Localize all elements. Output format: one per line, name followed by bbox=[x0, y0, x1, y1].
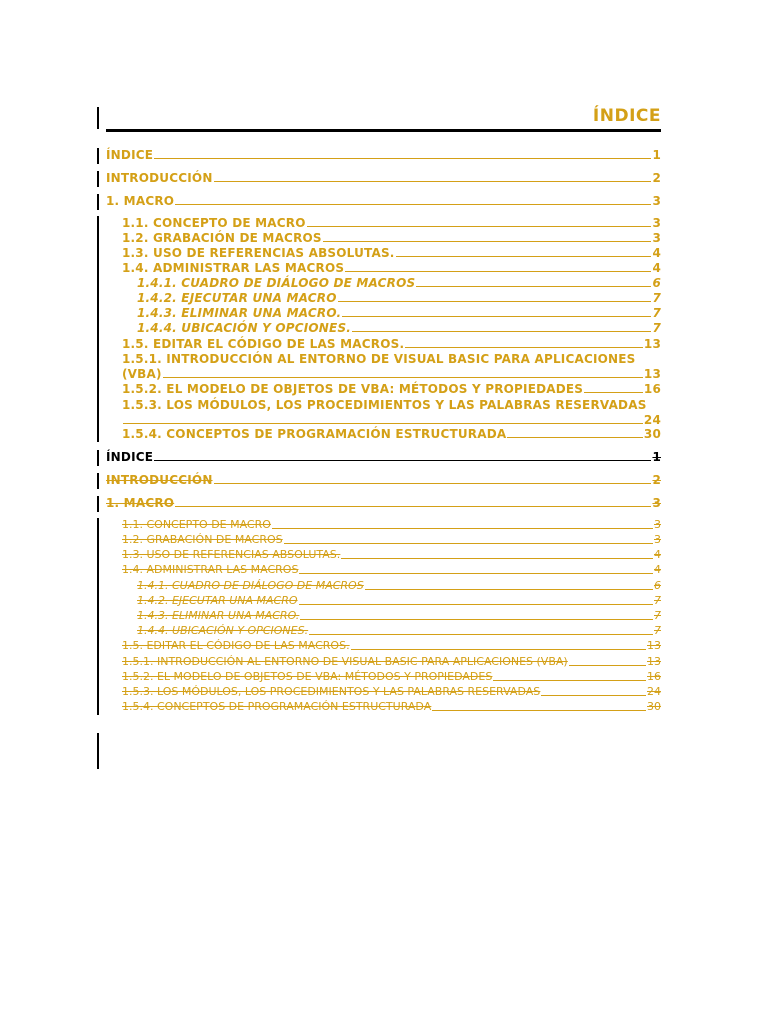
toc-leader-line bbox=[507, 437, 643, 438]
toc-page-number: 16 bbox=[647, 670, 661, 683]
toc-leader-line bbox=[284, 543, 653, 544]
toc-leader-line bbox=[299, 573, 653, 574]
toc-entry[interactable] bbox=[122, 246, 661, 260]
toc-page-number: 16 bbox=[643, 382, 661, 396]
toc-entry-label: 1.4. ADMINISTRAR LAS MACROS bbox=[122, 563, 299, 576]
toc-leader-line bbox=[309, 634, 653, 635]
toc-entry-label: 1.4.3. ELIMINAR UNA MACRO. bbox=[137, 306, 342, 320]
toc-entry[interactable] bbox=[122, 231, 661, 245]
toc-leader-line bbox=[416, 286, 651, 287]
toc-leader-line bbox=[569, 665, 646, 666]
toc-leader-line bbox=[163, 377, 643, 378]
page-title: ÍNDICE bbox=[592, 106, 661, 126]
toc-page-number: 7 bbox=[654, 624, 661, 637]
toc-entry-label: ÍNDICE bbox=[106, 450, 154, 464]
change-bar bbox=[97, 107, 99, 129]
toc-page-number: 13 bbox=[643, 337, 661, 351]
toc-page-number: 7 bbox=[652, 306, 661, 320]
toc-page-number: 24 bbox=[643, 413, 661, 427]
toc-leader-line bbox=[175, 506, 651, 507]
title-rule bbox=[106, 129, 661, 132]
toc-page-number: 30 bbox=[647, 700, 661, 713]
change-bar bbox=[97, 496, 99, 512]
toc-entry-label: 1. MACRO bbox=[106, 194, 175, 208]
toc-entry[interactable] bbox=[122, 700, 661, 714]
toc-entry-label: 1.3. USO DE REFERENCIAS ABSOLUTAS. bbox=[122, 246, 395, 260]
toc-leader-line bbox=[584, 392, 643, 393]
toc-entry[interactable] bbox=[122, 639, 661, 653]
toc-page-number: 7 bbox=[654, 609, 661, 622]
toc-leader-line bbox=[432, 710, 646, 711]
toc-leader-line bbox=[345, 271, 651, 272]
toc-entry-label: 1.5.3. LOS MÓDULOS, LOS PROCEDIMIENTOS Y LAS PALABRAS RESERVADAS bbox=[122, 398, 647, 412]
toc-leader-line bbox=[214, 181, 652, 182]
toc-leader-line bbox=[365, 589, 653, 590]
toc-entry[interactable] bbox=[106, 450, 661, 464]
toc-leader-line bbox=[351, 649, 646, 650]
toc-entry-label: 1. MACRO bbox=[106, 496, 175, 510]
toc-entry[interactable] bbox=[122, 261, 661, 275]
toc-entry-label: 1.5.4. CONCEPTOS DE PROGRAMACIÓN ESTRUCTURADA bbox=[122, 700, 432, 713]
toc-page-number: 3 bbox=[652, 231, 661, 245]
toc-entry[interactable] bbox=[122, 533, 661, 547]
toc-entry[interactable] bbox=[122, 548, 661, 562]
toc-entry-label: 1.5. EDITAR EL CÓDIGO DE LAS MACROS. bbox=[122, 639, 350, 652]
toc-entry-label: 1.5.1. INTRODUCCIÓN AL ENTORNO DE VISUAL BASIC PARA APLICACIONES bbox=[122, 352, 636, 366]
toc-leader-line bbox=[123, 423, 643, 424]
toc-page-number: 7 bbox=[652, 321, 661, 335]
toc-leader-line bbox=[299, 604, 653, 605]
toc-page-number: 3 bbox=[654, 533, 661, 546]
toc-page-number: 4 bbox=[652, 261, 661, 275]
toc-entry-label: 1.4.1. CUADRO DE DIÁLOGO DE MACROS bbox=[137, 276, 416, 290]
toc-page-number: 13 bbox=[647, 655, 661, 668]
toc-entry-label: 1.4.4. UBICACIÓN Y OPCIONES. bbox=[137, 321, 352, 335]
toc-entry-label: 1.1. CONCEPTO DE MACRO bbox=[122, 518, 271, 531]
toc-entry-label: 1.3. USO DE REFERENCIAS ABSOLUTAS. bbox=[122, 548, 341, 561]
change-bar bbox=[97, 518, 99, 715]
toc-leader-line bbox=[352, 331, 651, 332]
toc-entry[interactable] bbox=[122, 413, 661, 427]
toc-leader-line bbox=[154, 460, 651, 461]
toc-entry-label: 1.1. CONCEPTO DE MACRO bbox=[122, 216, 306, 230]
toc-entry[interactable] bbox=[137, 276, 661, 290]
toc-page-number: 3 bbox=[652, 194, 661, 208]
toc-entry[interactable] bbox=[106, 171, 661, 185]
change-bar bbox=[97, 194, 99, 210]
toc-entry[interactable] bbox=[122, 427, 661, 441]
change-bar bbox=[97, 450, 99, 466]
toc-leader-line bbox=[338, 301, 652, 302]
change-bar bbox=[97, 148, 99, 164]
toc-page-number: 6 bbox=[654, 579, 661, 592]
change-bar bbox=[97, 473, 99, 489]
toc-entry[interactable] bbox=[137, 609, 661, 623]
toc-entry-label: INTRODUCCIÓN bbox=[106, 473, 213, 487]
toc-entry-label: 1.2. GRABACIÓN DE MACROS bbox=[122, 231, 322, 245]
toc-entry-label: (VBA) bbox=[122, 367, 162, 381]
toc-entry-label: 1.4.1. CUADRO DE DIÁLOGO DE MACROS bbox=[137, 579, 364, 592]
toc-entry[interactable] bbox=[122, 518, 661, 532]
change-bar bbox=[97, 216, 99, 442]
toc-entry[interactable] bbox=[137, 624, 661, 638]
toc-entry-label: 1.4. ADMINISTRAR LAS MACROS bbox=[122, 261, 345, 275]
toc-page-number: 4 bbox=[654, 563, 661, 576]
toc-entry-label: 1.4.3. ELIMINAR UNA MACRO. bbox=[137, 609, 300, 622]
toc-page-number: 24 bbox=[647, 685, 661, 698]
toc-page-number: 3 bbox=[654, 518, 661, 531]
toc-entry[interactable] bbox=[122, 216, 661, 230]
toc-page-number: 1 bbox=[652, 450, 661, 464]
toc-entry-label: 1.5. EDITAR EL CÓDIGO DE LAS MACROS. bbox=[122, 337, 405, 351]
toc-entry[interactable] bbox=[122, 367, 661, 381]
toc-page-number: 3 bbox=[652, 216, 661, 230]
toc-leader-line bbox=[342, 316, 651, 317]
toc-page-number: 7 bbox=[652, 291, 661, 305]
toc-entry-label: ÍNDICE bbox=[106, 148, 154, 162]
toc-leader-line bbox=[323, 241, 652, 242]
toc-entry[interactable] bbox=[122, 563, 661, 577]
toc-leader-line bbox=[405, 347, 643, 348]
toc-entry[interactable] bbox=[106, 148, 661, 162]
toc-entry-label: INTRODUCCIÓN bbox=[106, 171, 213, 185]
toc-page-number: 4 bbox=[652, 246, 661, 260]
toc-page-number: 13 bbox=[643, 367, 661, 381]
toc-entry-label: 1.5.2. EL MODELO DE OBJETOS DE VBA: MÉTODOS Y PROPIEDADES bbox=[122, 382, 584, 396]
toc-leader-line bbox=[272, 528, 653, 529]
toc-entry[interactable] bbox=[122, 685, 661, 699]
toc-leader-line bbox=[154, 158, 651, 159]
toc-entry-label: 1.5.1. INTRODUCCIÓN AL ENTORNO DE VISUAL BASIC PARA APLICACIONES (VBA) bbox=[122, 655, 568, 668]
toc-entry-label: 1.5.2. EL MODELO DE OBJETOS DE VBA: MÉTODOS Y PROPIEDADES bbox=[122, 670, 493, 683]
toc-leader-line bbox=[300, 619, 653, 620]
toc-leader-line bbox=[541, 695, 646, 696]
toc-entry-label: 1.4.4. UBICACIÓN Y OPCIONES. bbox=[137, 624, 309, 637]
toc-entry-label: 1.5.3. LOS MÓDULOS, LOS PROCEDIMIENTOS Y LAS PALABRAS RESERVADAS bbox=[122, 685, 541, 698]
change-bar bbox=[97, 733, 99, 769]
toc-leader-line bbox=[307, 226, 652, 227]
toc-entry[interactable] bbox=[137, 306, 661, 320]
toc-leader-line bbox=[214, 483, 652, 484]
toc-page-number: 13 bbox=[647, 639, 661, 652]
toc-entry[interactable] bbox=[137, 579, 661, 593]
toc-leader-line bbox=[341, 558, 653, 559]
toc-entry-label: 1.2. GRABACIÓN DE MACROS bbox=[122, 533, 283, 546]
toc-entry[interactable] bbox=[122, 655, 661, 669]
toc-entry[interactable] bbox=[122, 337, 661, 351]
toc-leader-line bbox=[396, 256, 652, 257]
toc-page-number: 4 bbox=[654, 548, 661, 561]
change-bar bbox=[97, 171, 99, 187]
toc-page-number: 6 bbox=[652, 276, 661, 290]
toc-page-number: 1 bbox=[652, 148, 661, 162]
toc-page-number: 30 bbox=[643, 427, 661, 441]
toc-entry[interactable] bbox=[137, 321, 661, 335]
toc-entry[interactable] bbox=[137, 291, 661, 305]
toc-entry-label: 1.4.2. EJECUTAR UNA MACRO bbox=[137, 291, 337, 305]
toc-page-number: 7 bbox=[654, 594, 661, 607]
toc-entry-label: 1.4.2. EJECUTAR UNA MACRO bbox=[137, 594, 298, 607]
toc-entry[interactable] bbox=[122, 382, 661, 396]
toc-page-number: 3 bbox=[652, 496, 661, 510]
toc-entry[interactable] bbox=[122, 670, 661, 684]
toc-entry[interactable] bbox=[106, 496, 661, 510]
toc-entry-label: 1.5.4. CONCEPTOS DE PROGRAMACIÓN ESTRUCTURADA bbox=[122, 427, 507, 441]
toc-leader-line bbox=[493, 680, 646, 681]
toc-entry[interactable] bbox=[137, 594, 661, 608]
toc-page-number: 2 bbox=[652, 171, 661, 185]
toc-entry[interactable] bbox=[106, 473, 661, 487]
toc-entry[interactable] bbox=[106, 194, 661, 208]
toc-page-number: 2 bbox=[652, 473, 661, 487]
toc-leader-line bbox=[175, 204, 651, 205]
